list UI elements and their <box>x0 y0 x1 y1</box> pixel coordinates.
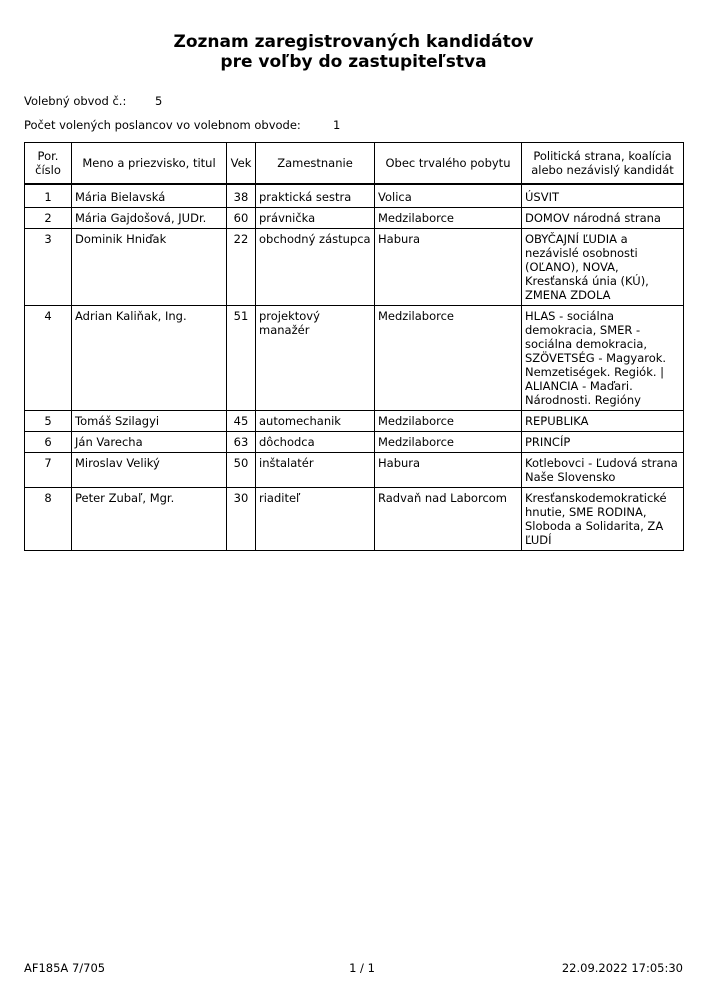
candidate-residence: Volica <box>375 184 522 208</box>
row-number: 1 <box>25 184 72 208</box>
title-line-2: pre voľby do zastupiteľstva <box>220 52 487 72</box>
candidate-name: Tomáš Szilagyi <box>72 411 227 432</box>
candidate-occupation: inštalatér <box>256 453 375 488</box>
candidate-party: DOMOV národná strana <box>522 208 684 229</box>
candidate-party: OBYČAJNÍ ĽUDIA a nezávislé osobnosti (OĽANO), NOVA, Kresťanská únia (KÚ), ZMENA ZDOLA <box>522 229 684 306</box>
district-info <box>24 94 163 108</box>
table-row <box>25 411 684 432</box>
candidate-name: Adrian Kaliňak, Ing. <box>72 306 227 411</box>
table-header-row <box>25 143 684 185</box>
candidate-name: Mária Gajdošová, JUDr. <box>72 208 227 229</box>
candidate-party: ÚSVIT <box>522 184 684 208</box>
form-code: AF185A 7/705 <box>24 961 106 975</box>
table-row <box>25 208 684 229</box>
candidate-name: Miroslav Veliký <box>72 453 227 488</box>
candidate-age: 30 <box>227 488 256 551</box>
row-number: 8 <box>25 488 72 551</box>
table-row <box>25 229 684 306</box>
print-timestamp: 22.09.2022 17:05:30 <box>561 961 683 975</box>
candidate-residence: Habura <box>375 453 522 488</box>
row-number: 2 <box>25 208 72 229</box>
candidate-occupation: právnička <box>256 208 375 229</box>
candidate-residence: Medzilaborce <box>375 411 522 432</box>
table-row <box>25 432 684 453</box>
candidate-party: REPUBLIKA <box>522 411 684 432</box>
candidate-occupation: riaditeľ <box>256 488 375 551</box>
table-row <box>25 184 684 208</box>
candidate-occupation: praktická sestra <box>256 184 375 208</box>
column-header: Vek <box>227 143 256 185</box>
row-number: 4 <box>25 306 72 411</box>
title-line-1: Zoznam zaregistrovaných kandidátov <box>173 32 534 52</box>
candidate-occupation: obchodný zástupca <box>256 229 375 306</box>
table-row <box>25 306 684 411</box>
seats-value: 1 <box>333 118 341 132</box>
candidate-name: Peter Zubaľ, Mgr. <box>72 488 227 551</box>
row-number: 6 <box>25 432 72 453</box>
candidate-residence: Radvaň nad Laborcom <box>375 488 522 551</box>
column-header: Por. číslo <box>25 143 72 185</box>
candidate-name: Dominik Hniďak <box>72 229 227 306</box>
table-body <box>25 184 684 551</box>
candidate-age: 45 <box>227 411 256 432</box>
candidate-age: 38 <box>227 184 256 208</box>
column-header: Zamestnanie <box>256 143 375 185</box>
candidate-age: 51 <box>227 306 256 411</box>
candidate-party: HLAS - sociálna demokracia, SMER - sociálna demokracia, SZÖVETSÉG - Magyarok. Nemzetiségek. Regiók. | ALIANCIA - Maďari. Národnosti. Regióny <box>522 306 684 411</box>
district-label: Volebný obvod č.: <box>24 94 127 108</box>
candidate-party: Kresťanskodemokratické hnutie, SME RODINA, Sloboda a Solidarita, ZA ĽUDÍ <box>522 488 684 551</box>
candidate-age: 60 <box>227 208 256 229</box>
page-title <box>0 32 707 72</box>
candidate-occupation: automechanik <box>256 411 375 432</box>
district-value: 5 <box>155 94 163 108</box>
candidates-table <box>24 142 684 551</box>
table-row <box>25 488 684 551</box>
page-number: 1 / 1 <box>349 961 375 975</box>
column-header: Obec trvalého pobytu <box>375 143 522 185</box>
candidate-residence: Medzilaborce <box>375 306 522 411</box>
candidate-party: PRINCÍP <box>522 432 684 453</box>
row-number: 7 <box>25 453 72 488</box>
candidate-residence: Medzilaborce <box>375 432 522 453</box>
candidate-age: 22 <box>227 229 256 306</box>
candidate-occupation: projektový manažér <box>256 306 375 411</box>
candidate-age: 50 <box>227 453 256 488</box>
candidate-name: Ján Varecha <box>72 432 227 453</box>
candidate-residence: Medzilaborce <box>375 208 522 229</box>
table-row <box>25 453 684 488</box>
seats-label: Počet volených poslancov vo volebnom obvode: <box>24 118 301 132</box>
candidate-occupation: dôchodca <box>256 432 375 453</box>
seats-info <box>24 118 341 132</box>
candidate-residence: Habura <box>375 229 522 306</box>
candidate-age: 63 <box>227 432 256 453</box>
row-number: 5 <box>25 411 72 432</box>
candidate-party: Kotlebovci - Ľudová strana Naše Slovensko <box>522 453 684 488</box>
column-header: Politická strana, koalícia alebo nezávislý kandidát <box>522 143 684 185</box>
row-number: 3 <box>25 229 72 306</box>
column-header: Meno a priezvisko, titul <box>72 143 227 185</box>
candidate-name: Mária Bielavská <box>72 184 227 208</box>
